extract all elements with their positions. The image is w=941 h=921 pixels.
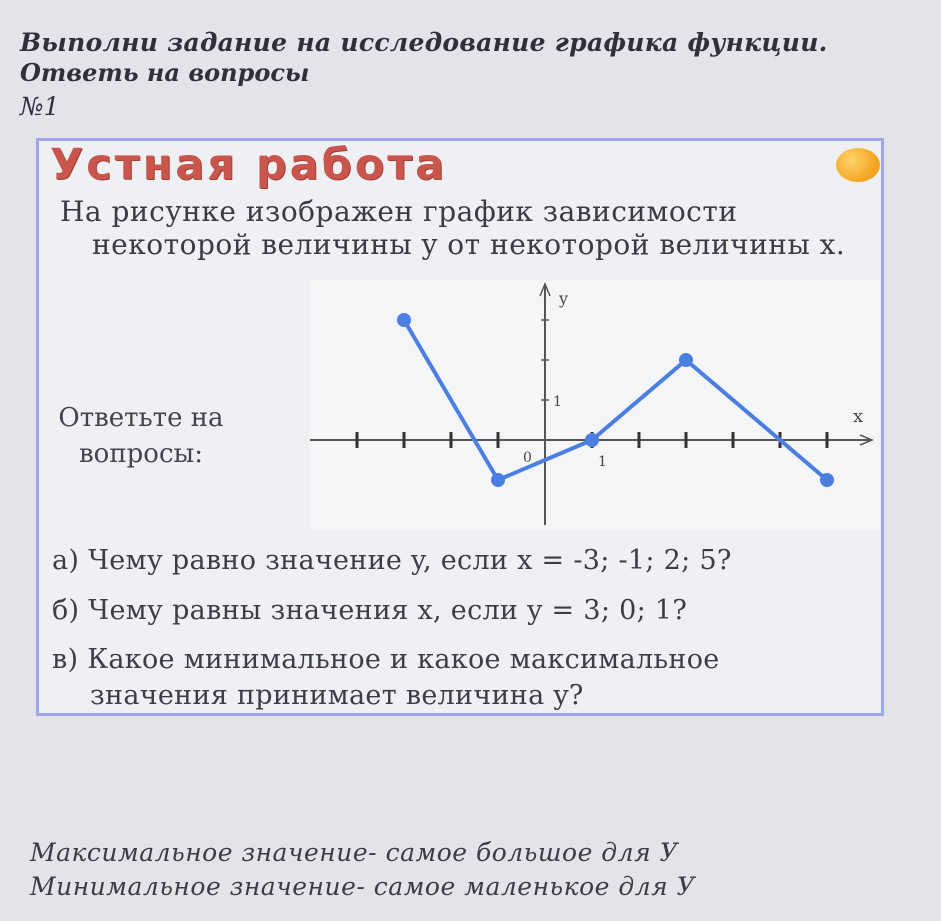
origin-label: 0 <box>523 450 532 466</box>
x-axis-label: x <box>853 406 864 427</box>
y-unit-label: 1 <box>553 394 562 410</box>
question-c-line-1: в) Какое минимальное и какое максимальное <box>52 644 720 675</box>
data-point-0-3 <box>679 353 693 367</box>
answer-prompt-line-1: Ответьте на <box>58 403 224 433</box>
chart-background <box>310 280 880 530</box>
answer-prompt <box>46 400 236 472</box>
intro-line-2: некоторой величины y от некоторой величины x. <box>92 228 846 261</box>
x-unit-label: 1 <box>598 454 607 470</box>
max-definition: Максимальное значение- самое большое для У <box>30 838 679 867</box>
intro-line-1: На рисунке изображен график зависимости <box>60 195 738 228</box>
data-point-0-2 <box>585 433 599 447</box>
data-point-0-4 <box>820 473 834 487</box>
card-title: Устная работа <box>50 140 448 190</box>
answer-prompt-line-2: вопросы: <box>79 439 203 469</box>
function-graph <box>300 280 880 530</box>
question-a: а) Чему равно значение y, если x = -3; -1; 2; 5? <box>52 545 732 576</box>
task-header: Выполни задание на исследование графика функции. <box>20 28 828 57</box>
question-c-line-2: значения принимает величина y? <box>90 680 584 711</box>
task-subheader: Ответь на вопросы <box>20 58 310 87</box>
data-point-0-1 <box>491 473 505 487</box>
y-axis-label: y <box>559 289 569 308</box>
orange-circle-decoration <box>836 148 880 182</box>
question-b: б) Чему равны значения x, если y = 3; 0; 1? <box>52 595 688 626</box>
data-point-0-0 <box>397 313 411 327</box>
task-number: №1 <box>20 92 60 121</box>
min-definition: Минимальное значение- самое маленькое для У <box>30 872 696 901</box>
